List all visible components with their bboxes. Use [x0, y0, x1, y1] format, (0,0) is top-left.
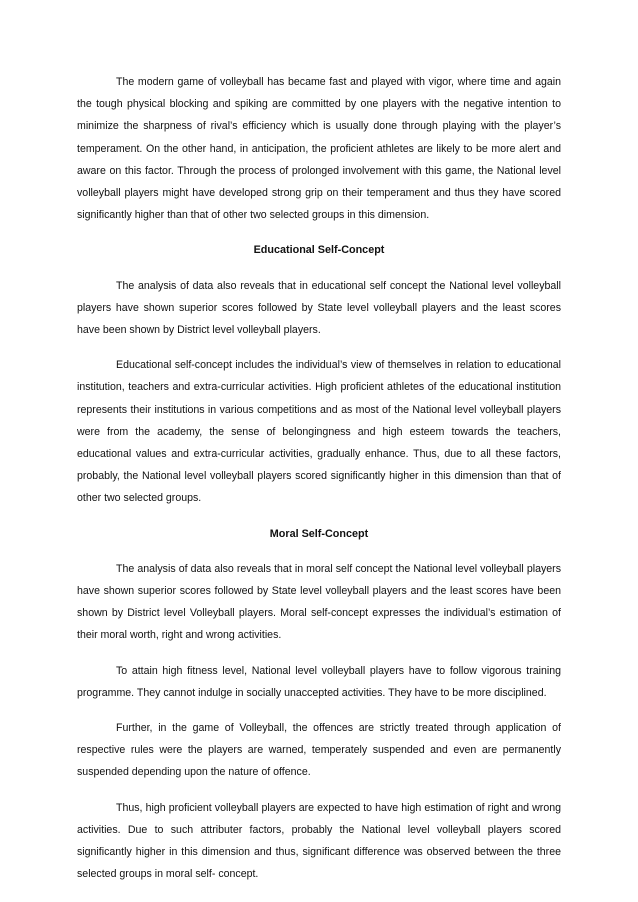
heading-moral-self-concept: Moral Self-Concept [269, 527, 369, 540]
paragraph-moral-1: The analysis of data also reveals that in moral self concept the National level volleyball players have shown superior scores followed by State level volleyball players and the least scores have been shown by District level Volleyball players. Moral self-concept expresses the individual’s estimation of their moral worth, right and wrong activities. [77, 562, 561, 642]
paragraph-moral-4: Thus, high proficient volleyball players are expected to have high estimation of right and wrong activities. Due to such attributer factors, probably the National level volleyball players scored significantly higher in this dimension and thus, significant difference was observed between the three selected groups in moral self- concept. [77, 801, 561, 881]
heading-educational-self-concept: Educational Self-Concept [253, 244, 385, 257]
paragraph-educational-2: Educational self-concept includes the individual’s view of themselves in relation to educational institution, teachers and extra-curricular activities. High proficient athletes of the educational institution represents their institutions in various competitions and as most of the National level volleyball players were from the academy, the sense of belongingness and high esteem towards the teachers, educational values and extra-curricular activities, gradually enhance. Thus, due to all these factors, probably, the National level volleyball players scored significantly higher in this dimension than that of other two selected groups. [77, 359, 561, 505]
paragraph-moral-3: Further, in the game of Volleyball, the offences are strictly treated through application of respective rules were the players are warned, temperately suspended and even are permanently suspended depending upon the nature of offence. [77, 722, 561, 779]
paragraph-intro-temperament: The modern game of volleyball has became fast and played with vigor, where time and again the tough physical blocking and spiking are committed by one players with the negative intention to minimize the sharpness of rival’s efficiency which is usually done through playing with the player’s temperament. On the other hand, in anticipation, the proficient athletes are likely to be more alert and aware on this factor. Through the process of prolonged involvement with this game, the National level volleyball players might have developed strong grip on their temperament and thus they have scored significantly higher than that of other two selected groups in this dimension. [77, 76, 561, 222]
document-page [77, 71, 561, 899]
paragraph-moral-2: To attain high fitness level, National level volleyball players have to follow vigorous training programme. They cannot indulge in socially unaccepted activities. They have to be more disciplined. [77, 664, 561, 699]
paragraph-educational-1: The analysis of data also reveals that in educational self concept the National level volleyball players have shown superior scores followed by State level volleyball players and the least scores have been shown by District level volleyball players. [77, 279, 561, 337]
